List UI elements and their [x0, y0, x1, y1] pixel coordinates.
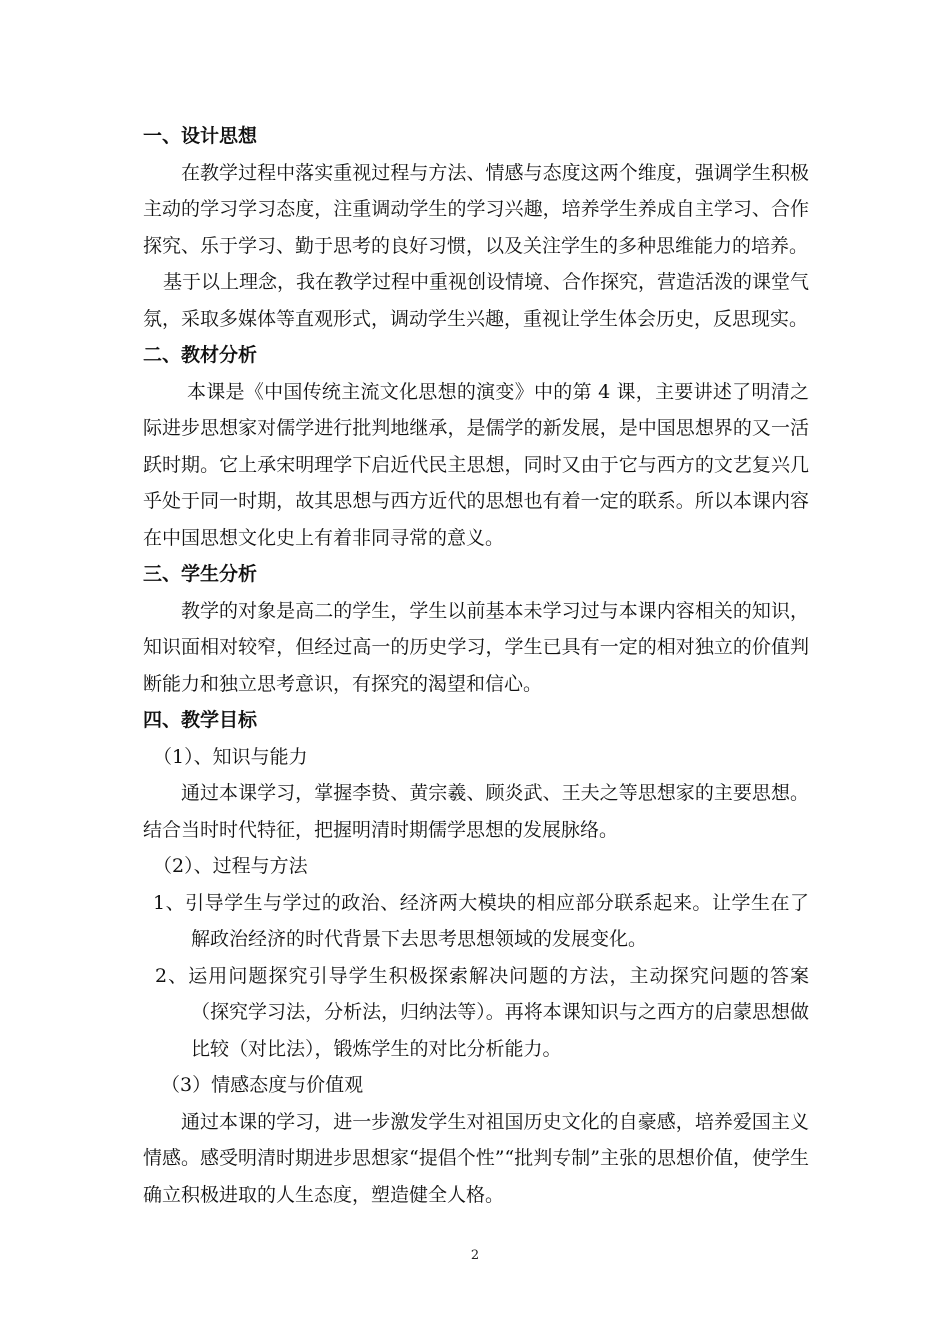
section-heading-students: 三、学生分析: [143, 563, 258, 585]
paragraph-design-2: 基于以上理念，我在教学过程中重视创设情境、合作探究，营造活泼的课堂气氛，采取多媒体等直观形式，调动学生兴趣，重视让学生体会历史，反思现实。: [143, 271, 810, 330]
list-item-process-1: 1、引导学生与学过的政治、经济两大模块的相应部分联系起来。让学生在了解政治经济的时代背景下去思考思想领域的发展变化。: [153, 891, 809, 950]
paragraph-design-1: 在教学过程中落实重视过程与方法、情感与态度这两个维度，强调学生积极主动的学习学习态度，注重调动学生的学习兴趣，培养学生养成自主学习、合作探究、乐于学习、勤于思考的良好习惯，以及关注学生的多种思维能力的培养。: [143, 161, 809, 257]
page-number: 2: [470, 1248, 480, 1263]
paragraph-knowledge: 通过本课学习，掌握李贽、黄宗羲、顾炎武、王夫之等思想家的主要思想。结合当时时代特征，把握明清时期儒学思想的发展脉络。: [143, 782, 809, 841]
subheading-knowledge: （1）、知识与能力: [153, 745, 308, 768]
document-body: [143, 118, 809, 1213]
subheading-values: （3）情感态度与价值观: [161, 1074, 364, 1096]
paragraph-textbook: 本课是《中国传统主流文化思想的演变》中的第 4 课，主要讲述了明清之际进步思想家对儒学进行批判地继承，是儒学的新发展，是中国思想界的又一活跃时期。它上承宋明理学下启近代民主思想，同时又由于它与西方的文艺复兴几乎处于同一时期，故其思想与西方近代的思想也有着一定的联系。所以本课内容在中国思想文化史上有着非同寻常的意义。: [143, 380, 809, 549]
paragraph-values: 通过本课的学习，进一步激发学生对祖国历史文化的自豪感，培养爱国主义情感。感受明清时期进步思想家“提倡个性”“批判专制”主张的思想价值，使学生确立积极进取的人生态度，塑造健全人格。: [143, 1110, 809, 1206]
section-heading-design: 一、设计思想: [143, 125, 258, 147]
section-heading-goals: 四、教学目标: [143, 709, 258, 731]
paragraph-students: 教学的对象是高二的学生，学生以前基本未学习过与本课内容相关的知识，知识面相对较窄，但经过高一的历史学习，学生已具有一定的相对独立的价值判断能力和独立思考意识，有探究的渴望和信心。: [143, 599, 809, 695]
subheading-process: （2）、过程与方法: [153, 855, 308, 877]
list-item-process-2: 2、运用问题探究引导学生积极探索解决问题的方法，主动探究问题的答案（探究学习法，分析法，归纳法等）。再将本课知识与之西方的启蒙思想做比较（对比法），锻炼学生的对比分析能力。: [155, 964, 809, 1060]
section-heading-textbook: 二、教材分析: [143, 344, 258, 366]
